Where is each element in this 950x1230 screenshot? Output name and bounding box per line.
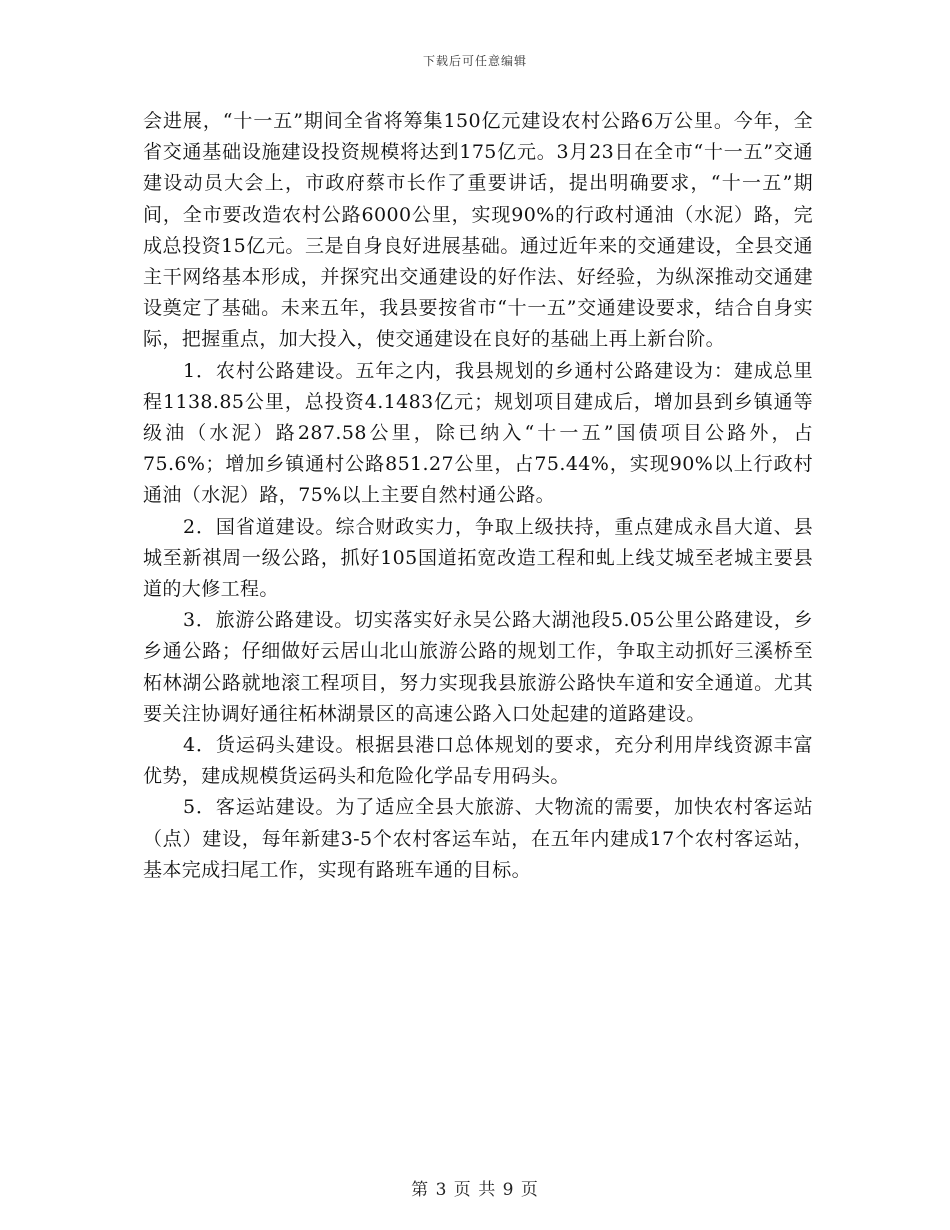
document-body: [143, 106, 813, 886]
paragraph-rural-roads: 1．农村公路建设。五年之内，我县规划的乡通村公路建设为：建成总里程1138.85公里，总投资4.1483亿元；规划项目建成后，增加县到乡镇通等级油（水泥）路287.58公里，除已纳入“十一五”国债项目公路外，占75.6%；增加乡镇通村公路851.27公里，占75.44%，实现90%以上行政村通油（水泥）路，75%以上主要自然村通公路。: [143, 359, 813, 507]
paragraph-tourism-roads: 3．旅游公路建设。切实落实好永吴公路大湖池段5.05公里公路建设，乡乡通公路；仔细做好云居山北山旅游公路的规划工作，争取主动抓好三溪桥至柘林湖公路就地滚工程项目，努力实现我县旅游公路快车道和安全通道。尤其要关注协调好通往柘林湖景区的高速公路入口处起建的道路建设。: [143, 609, 813, 725]
page-number-footer: 第 3 页 共 9 页: [411, 1180, 539, 1200]
paragraph-national-provincial-roads: 2．国省道建设。综合财政实力，争取上级扶持，重点建成永昌大道、县城至新祺周一级公路，抓好105国道拓宽改造工程和虬上线艾城至老城主要县道的大修工程。: [143, 515, 813, 601]
paragraph-intro-continuation: 会进展，“十一五”期间全省将筹集150亿元建设农村公路6万公里。今年，全省交通基础设施建设投资规模将达到175亿元。3月23日在全市“十一五”交通建设动员大会上，市政府蔡市长作了重要讲话，提出明确要求，“十一五”期间，全市要改造农村公路6000公里，实现90%的行政村通油（水泥）路，完成总投资15亿元。三是自身良好进展基础。通过近年来的交通建设，全县交通主干网络基本形成，并探究出交通建设的好作法、好经验，为纵深推动交通建设奠定了基础。未来五年，我县要按省市“十一五”交通建设要求，结合自身实际，把握重点，加大投入，使交通建设在良好的基础上再上新台阶。: [143, 110, 813, 351]
paragraph-cargo-wharf: 4．货运码头建设。根据县港口总体规划的要求，充分利用岸线资源丰富优势，建成规模货运码头和危险化学品专用码头。: [143, 734, 813, 788]
paragraph-passenger-stations: 5．客运站建设。为了适应全县大旅游、大物流的需要，加快农村客运站（点）建设，每年新建3-5个农村客运车站，在五年内建成17个农村客运站，基本完成扫尾工作，实现有路班车通的目标。: [143, 796, 813, 881]
page-header-note: 下载后可任意编辑: [422, 54, 527, 68]
